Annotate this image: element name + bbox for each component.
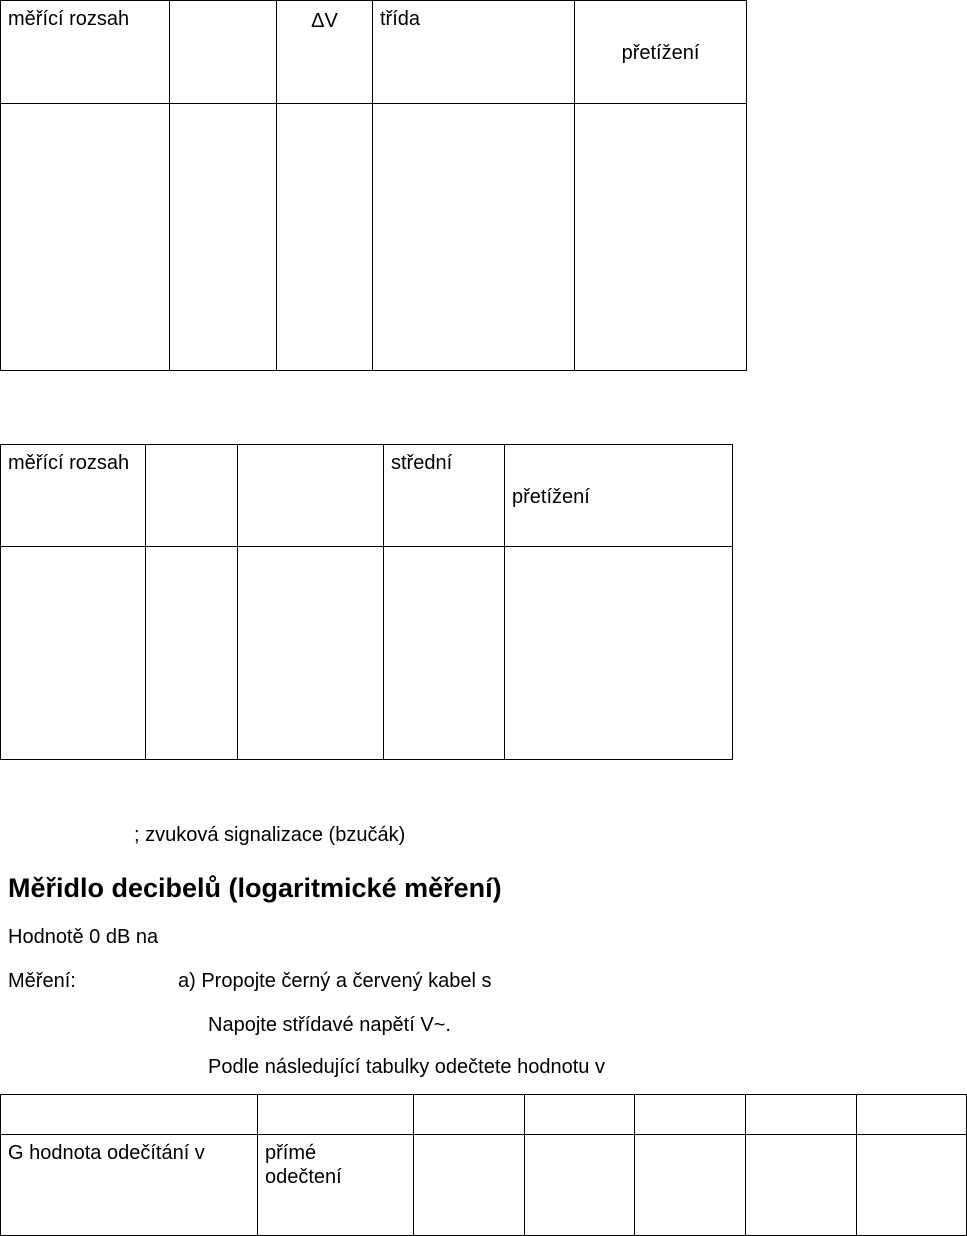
buzzer-signal-text: ; zvuková signalizace (bzučák)	[134, 824, 406, 846]
header-cell	[414, 1095, 525, 1135]
data-cell	[1, 104, 170, 371]
measurement-step-a: a) Propojte černý a červený kabel s	[178, 970, 492, 992]
data-cell	[414, 1135, 525, 1236]
header-cell: přetížení	[575, 1, 747, 104]
header-cell	[525, 1095, 635, 1135]
data-cell	[505, 547, 733, 760]
header-cell: měřící rozsah	[1, 1, 170, 104]
data-cell	[373, 104, 575, 371]
decibel-reading-table	[0, 1094, 967, 1236]
header-cell: měřící rozsah	[1, 445, 146, 547]
data-cell	[857, 1135, 967, 1236]
section-heading: Měřidlo decibelů (logaritmické měření)	[8, 873, 502, 903]
measurement-range-table-1	[0, 0, 747, 371]
direct-reading-cell: přímé odečtení	[258, 1135, 414, 1236]
data-cell	[146, 547, 238, 760]
data-cell	[575, 104, 747, 371]
header-cell	[146, 445, 238, 547]
measurement-step-read: Podle následující tabulky odečtete hodnotu v	[208, 1056, 605, 1078]
data-cell	[525, 1135, 635, 1236]
header-cell	[258, 1095, 414, 1135]
measurement-range-table-2	[0, 444, 733, 760]
row-label-cell: G hodnota odečítání v	[1, 1135, 258, 1236]
zero-db-text: Hodnotě 0 dB na	[8, 926, 159, 948]
header-cell	[1, 1095, 258, 1135]
header-cell: střední	[384, 445, 505, 547]
header-cell	[238, 445, 384, 547]
data-cell	[170, 104, 277, 371]
data-cell	[746, 1135, 857, 1236]
header-cell: přetížení	[505, 445, 733, 547]
header-cell	[746, 1095, 857, 1135]
data-cell	[1, 547, 146, 760]
header-cell	[857, 1095, 967, 1135]
measurement-step-connect: Napojte střídavé napětí V~.	[208, 1014, 451, 1036]
data-cell	[635, 1135, 746, 1236]
header-cell: třída	[373, 1, 575, 104]
data-cell	[277, 104, 373, 371]
data-cell	[384, 547, 505, 760]
header-cell	[170, 1, 277, 104]
data-cell	[238, 547, 384, 760]
header-cell	[635, 1095, 746, 1135]
measurement-label: Měření:	[8, 970, 76, 992]
header-cell: ΔV	[277, 1, 373, 104]
